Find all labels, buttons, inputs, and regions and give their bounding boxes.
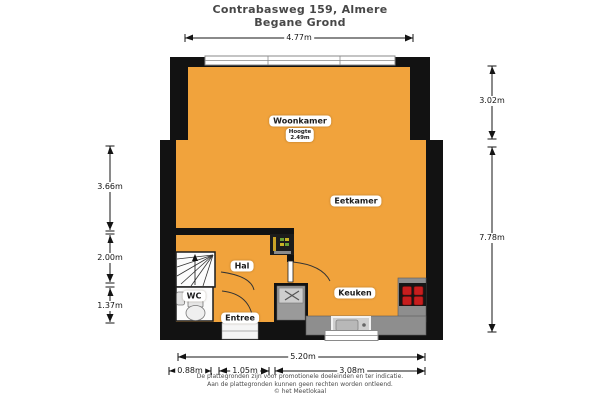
room-label-wc: WC bbox=[183, 291, 206, 302]
footer-copyright: © het Meetlokaal bbox=[273, 388, 327, 395]
dim-bottom-total: 5.20m bbox=[290, 352, 316, 361]
dim-bottom-middle: 1.05m bbox=[232, 366, 258, 375]
dim-top-width: 4.77m bbox=[286, 33, 312, 42]
room-label-hal: Hal bbox=[231, 261, 254, 272]
dim-left-middle: 2.00m bbox=[97, 253, 123, 262]
height-value: 2.49m bbox=[290, 135, 310, 141]
room-label-eetkamer: Eetkamer bbox=[330, 196, 381, 207]
bottom-window-icon bbox=[325, 331, 378, 341]
height-caption: Hoogte bbox=[288, 129, 312, 135]
dim-bottom-right: 3.08m bbox=[339, 366, 365, 375]
dim-bottom-left: 0.88m bbox=[177, 366, 203, 375]
washing-machine-icon bbox=[274, 283, 308, 323]
meter-cupboard-icon bbox=[270, 234, 294, 255]
cooktop-icon bbox=[399, 283, 426, 306]
page-title-floor: Begane Grond bbox=[254, 16, 346, 29]
page-title-address: Contrabasweg 159, Almere bbox=[212, 3, 388, 16]
dim-left-upper: 3.66m bbox=[97, 182, 123, 191]
dim-right-lower: 7.78m bbox=[479, 233, 505, 242]
room-label-keuken: Keuken bbox=[334, 288, 375, 299]
dim-right-upper: 3.02m bbox=[479, 96, 505, 105]
toilet-icon bbox=[186, 301, 205, 321]
room-label-entree: Entree bbox=[221, 313, 259, 324]
room-label-woonkamer: Woonkamer bbox=[269, 116, 331, 127]
footer-disclaimer-line2: Aan de plattegronden kunnen geen rechten worden ontleend. bbox=[207, 381, 393, 388]
top-window-icon bbox=[205, 56, 395, 65]
room-height-label bbox=[286, 128, 314, 142]
staircase-icon bbox=[176, 252, 215, 287]
footer-disclaimer-line1: De plattegronden zijn voor promotionele doeleinden en ter indicatie. bbox=[196, 373, 404, 380]
dim-left-lower: 1.37m bbox=[97, 301, 123, 310]
